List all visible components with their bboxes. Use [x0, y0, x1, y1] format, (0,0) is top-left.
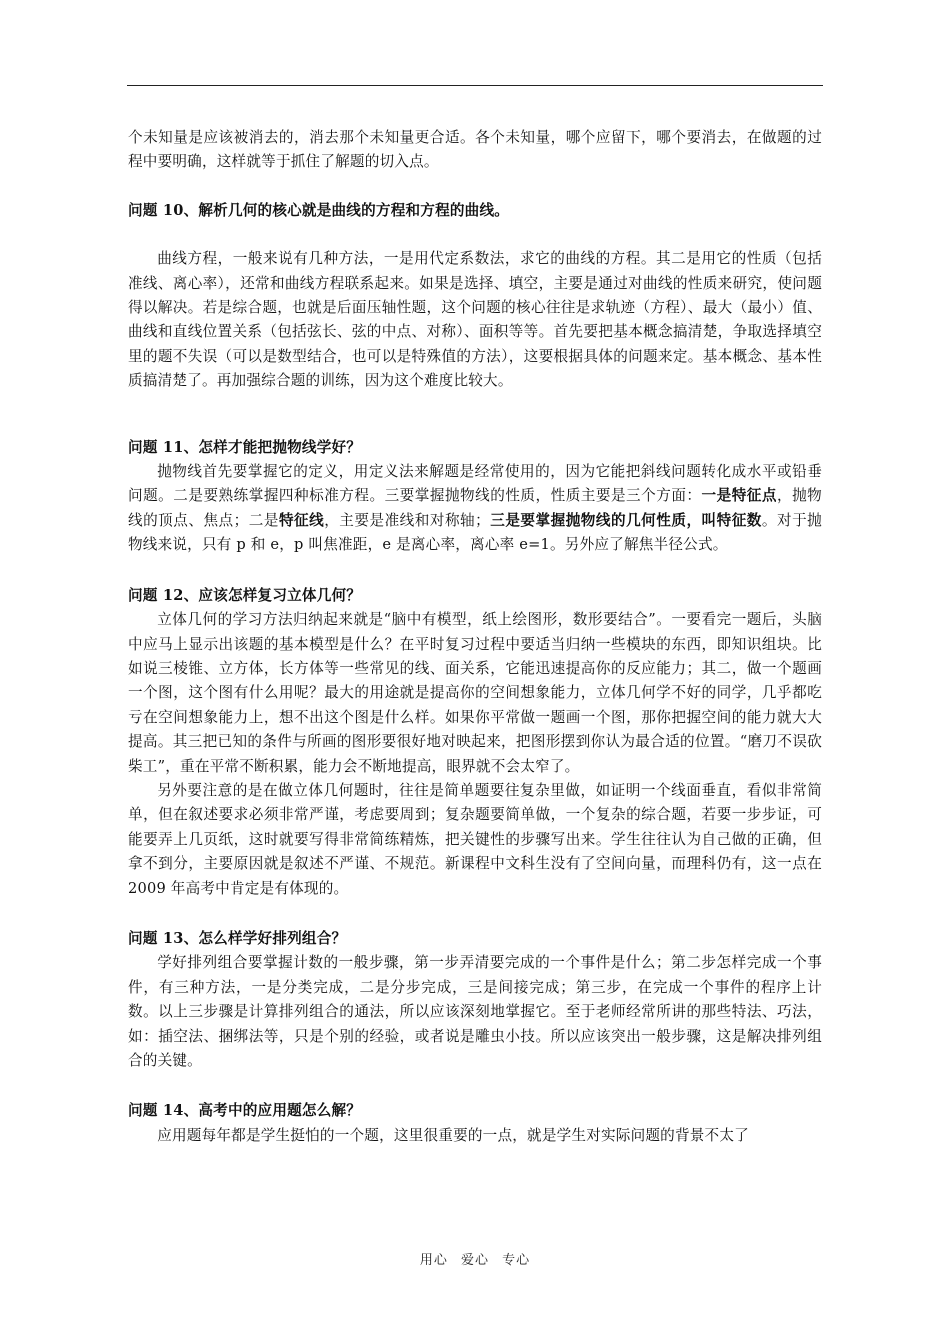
question-10-body: 曲线方程，一般来说有几种方法，一是用代定系数法，求它的曲线的方程。其二是用它的性质（包括准线、离心率），还常和曲线方程联系起来。如果是选择、填空，主要是通过对曲线的性质来研究，使问题得以解决。若是综合题，也就是后面压轴性题，这个问题的核心往往是求轨迹（方程）、最大（最小）值、曲线和直线位置关系（包括弦长、弦的中点、对称）、面积等等。首先要把基本概念搞清楚，争取选择填空里的题不失误（可以是数型结合，也可以是特殊值的方法），这要根据具体的问题来定。基本概念、基本性质搞清楚了。再加强综合题的训练，因为这个难度比较大。 — [128, 250, 822, 390]
document-body — [128, 126, 822, 1148]
question-14-body: 应用题每年都是学生挺怕的一个题，这里很重要的一点，就是学生对实际问题的背景不太了 — [157, 1126, 749, 1144]
question-10-heading: 问题 10、解析几何的核心就是曲线的方程和方程的曲线。 — [128, 201, 510, 219]
question-12-heading: 问题 12、应该怎样复习立体几何？ — [128, 586, 362, 604]
page-footer — [0, 1249, 950, 1268]
header-rule — [127, 85, 823, 86]
question-12-body-1: 立体几何的学习方法归纳起来就是“脑中有模型，纸上绘图形，数形要结合”。一要看完一题后，头脑中应马上显示出该题的基本模型是什么？在平时复习过程中要适当归纳一些模块的东西，即知识组块。比如说三棱锥、立方体，长方体等一些常见的线、面关系，它能迅速提高你的反应能力；其二，做一个题画一个图，这个图有什么用呢？最大的用途就是提高你的空间想象能力，立体几何学不好的同学，几乎都吃亏在空间想象能力上，想不出这个图是什么样。如果你平常做一题画一个图，那你把握空间的能力就大大提高。其三把已知的条件与所画的图形要很好地对映起来，把图形摆到你认为最合适的位置。“磨刀不误砍柴工”，重在平常不断积累，能力会不断地提高，眼界就不会太窄了。 — [128, 611, 822, 775]
continued-paragraph: 个未知量是应该被消去的，消去那个未知量更合适。各个未知量，哪个应留下，哪个要消去，在做题的过程中要明确，这样就等于抓住了解题的切入点。 — [128, 129, 822, 171]
question-13-heading: 问题 13、怎么样学好排列组合？ — [128, 929, 347, 947]
question-11-heading: 问题 11、怎样才能把抛物线学好？ — [128, 438, 362, 456]
footer-text-1: 用心 — [419, 1253, 448, 1268]
question-11-body: 抛物线首先要掌握它的定义，用定义法来解题是经常使用的，因为它能把斜线问题转化成水平或铅垂问题。二是要熟练掌握四种标准方程。三要掌握抛物线的性质，性质主要是三个方面：一是特征点，抛物线的顶点、焦点；二是特征线，主要是准线和对称轴；三是要掌握抛物线的几何性质，叫特征数。对于抛物线来说，只有 p 和 e，p 叫焦准距，e 是离心率，离心率 e=1。另外应了解焦半径公式。 — [128, 463, 822, 554]
question-14-heading: 问题 14、高考中的应用题怎么解？ — [128, 1102, 362, 1120]
question-13-body: 学好排列组合要掌握计数的一般步骤，第一步弄清要完成的一个事件是什么；第二步怎样完成一个事件，有三种方法，一是分类完成，二是分步完成，三是间接完成；第三步，在完成一个事件的程序上计数。以上三步骤是计算排列组合的通法，所以应该深刻地掌握它。至于老师经常所讲的那些特法、巧法，如：插空法、捆绑法等，只是个别的经验，或者说是雕虫小技。所以应该突出一般步骤，这是解决排列组合的关键。 — [128, 954, 822, 1069]
footer-text-2: 爱心 — [460, 1253, 489, 1268]
footer-text-3: 专心 — [502, 1253, 531, 1268]
question-12-body-2: 另外要注意的是在做立体几何题时，往往是简单题要往复杂里做，如证明一个线面垂直，看似非常简单，但在叙述要求必须非常严谨，考虑要周到；复杂题要简单做，一个复杂的综合题，若要一步步证，可能要弄上几页纸，这时就要写得非常简练精炼，把关键性的步骤写出来。学生往往认为自己做的正确，但拿不到分，主要原因就是叙述不严谨、不规范。新课程中文科生没有了空间向量，而理科仍有，这一点在 2009 年高考中肯定是有体现的。 — [128, 781, 822, 897]
